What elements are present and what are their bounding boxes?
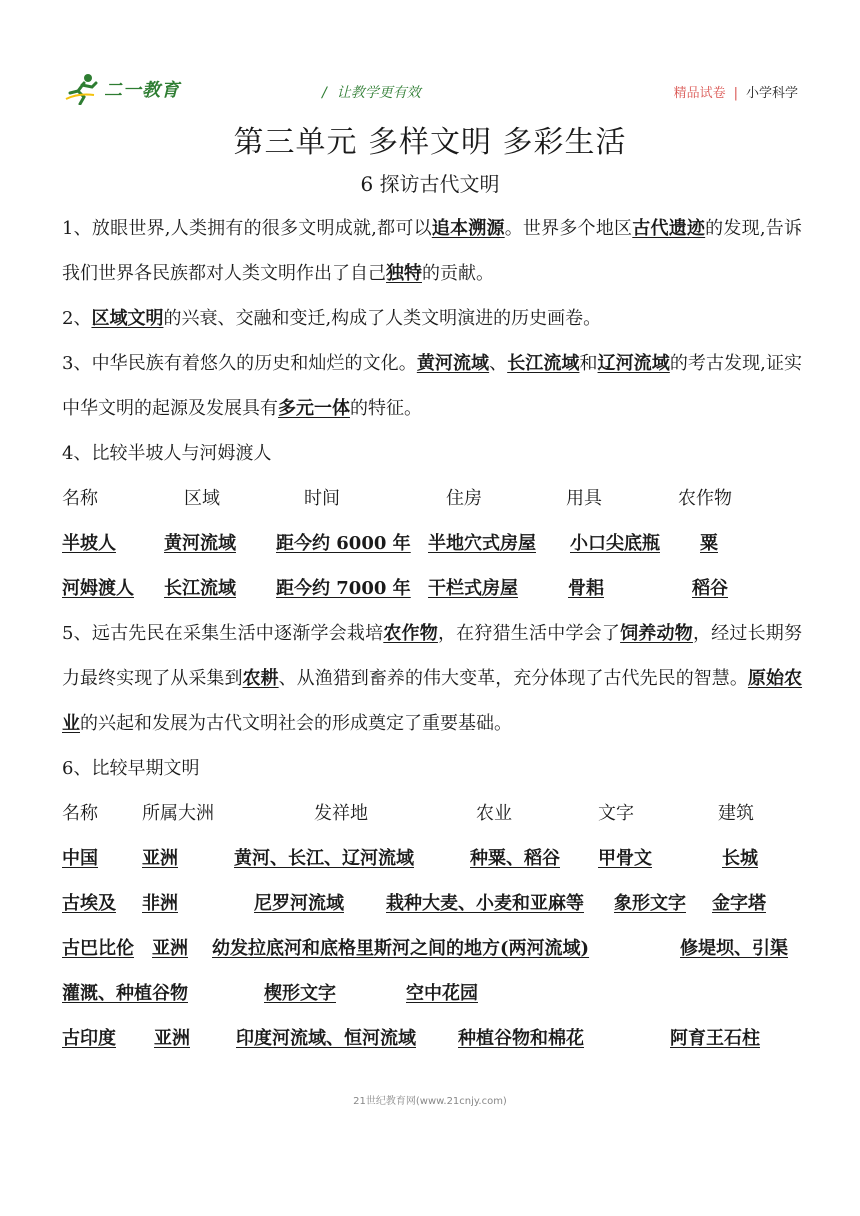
document-body [62, 206, 802, 1061]
text: ，在狩猎生活中学会了 [437, 623, 621, 644]
paragraph-3 [62, 341, 802, 431]
text: 2、 [62, 308, 92, 329]
table-cell: 距今约 7000 年 [276, 578, 411, 599]
table-cell: 干栏式房屋 [428, 578, 518, 599]
table-cell: 粟 [700, 533, 718, 554]
table-row [62, 926, 802, 971]
table-cell: 古埃及 [62, 893, 116, 914]
table-cell: 小口尖底瓶 [570, 533, 660, 554]
key-term: 饲养动物 [620, 623, 693, 644]
text: 、从渔猎到畜养的伟大变革，充分体现了古代先民的智慧。 [278, 668, 748, 689]
text: 、 [489, 353, 508, 374]
text: 的兴起和发展为古代文明社会的形成奠定了重要基础。 [80, 713, 512, 734]
runner-logo-icon [64, 73, 100, 105]
table-cell: 骨耜 [568, 578, 604, 599]
logo-text: 二一教育 [104, 80, 180, 101]
table-cell: 亚洲 [154, 1028, 190, 1049]
table2-header [62, 791, 802, 836]
text: 的发现,告诉我们世界各民族都对人类文明作出了自己 [62, 218, 803, 284]
paragraph-2 [62, 296, 802, 341]
key-term: 长江流域 [507, 353, 580, 374]
table-cell: 灌溉、种植谷物 [62, 983, 188, 1004]
table-cell: 农业 [476, 803, 512, 824]
table-cell: 时间 [304, 488, 340, 509]
table-cell: 空中花园 [406, 983, 478, 1004]
page-footer: 21世纪教育网(www.21cnjy.com) [353, 1096, 507, 1107]
table-cell: 幼发拉底河和底格里斯河之间的地方(两河流域) [212, 938, 590, 959]
table-cell: 修堤坝、引渠 [680, 938, 788, 959]
table-cell: 稻谷 [692, 578, 728, 599]
table-cell: 古印度 [62, 1028, 116, 1049]
table-cell: 阿育王石柱 [670, 1028, 760, 1049]
key-term: 黄河流域 [416, 353, 490, 374]
text: 。世界多个地区 [504, 218, 633, 239]
table-row [62, 566, 802, 611]
table-cell: 尼罗河流域 [254, 893, 344, 914]
lesson-title: 6 探访古代文明 [360, 172, 500, 196]
text: 的特征。 [350, 398, 422, 419]
table-cell: 住房 [446, 488, 482, 509]
table-cell: 河姆渡人 [62, 578, 134, 599]
table-cell: 建筑 [718, 803, 754, 824]
slogan-text: 让教学更有效 [336, 85, 421, 101]
table-cell: 发祥地 [314, 803, 368, 824]
table-cell: 印度河流域、恒河流域 [236, 1028, 416, 1049]
table-cell: 黄河流域 [164, 533, 236, 554]
table-cell: 金字塔 [712, 893, 766, 914]
slogan-slash: / [322, 85, 327, 101]
text: ，经过长期努力最终实现了从采集到 [62, 623, 803, 689]
table-cell: 种粟、稻谷 [470, 848, 560, 869]
table-row [62, 1016, 802, 1061]
key-term: 古代遗迹 [632, 218, 706, 239]
tag-subject: 小学科学 [745, 86, 798, 101]
text: 的贡献。 [422, 263, 494, 284]
table-cell: 黄河、长江、辽河流域 [234, 848, 414, 869]
table-cell: 名称 [62, 488, 98, 509]
table-cell: 文字 [598, 803, 634, 824]
table-cell: 所属大洲 [142, 803, 214, 824]
paragraph-6: 6、比较早期文明 [62, 758, 200, 779]
paragraph-4: 4、比较半坡人与河姆渡人 [62, 443, 272, 464]
key-term: 农作物 [383, 623, 438, 644]
table-row [62, 836, 802, 881]
table-cell: 楔形文字 [264, 983, 336, 1004]
table-cell: 区域 [184, 488, 220, 509]
key-term: 追本溯源 [431, 218, 505, 239]
table-row [62, 971, 802, 1016]
table-cell: 半坡人 [62, 533, 116, 554]
table-cell: 种植谷物和棉花 [458, 1028, 584, 1049]
key-term: 农耕 [242, 668, 279, 689]
table1-header [62, 476, 802, 521]
page-header [0, 66, 860, 116]
page-title: 第三单元 多样文明 多彩生活 [233, 125, 627, 160]
text: 的考古发现,证实中华文明的起源及发展具有 [62, 353, 803, 419]
key-term: 多元一体 [278, 398, 350, 419]
table-cell: 长城 [722, 848, 758, 869]
paragraph-5 [62, 611, 802, 746]
table-cell: 中国 [62, 848, 98, 869]
table-cell: 距今约 6000 年 [276, 533, 411, 554]
slogan [322, 82, 421, 102]
table-cell: 半地穴式房屋 [428, 533, 536, 554]
text: 3、中华民族有着悠久的历史和灿烂的文化。 [62, 353, 417, 374]
table-cell: 名称 [62, 803, 98, 824]
table-cell: 用具 [566, 488, 602, 509]
table-cell: 栽种大麦、小麦和亚麻等 [386, 893, 584, 914]
header-tags [674, 82, 798, 101]
table-cell: 长江流域 [164, 578, 236, 599]
table-cell: 甲骨文 [598, 848, 652, 869]
table-cell: 非洲 [142, 893, 178, 914]
text: 1、放眼世界,人类拥有的很多文明成就,都可以 [62, 218, 432, 239]
table-row [62, 521, 802, 566]
key-term: 原始农业 [62, 668, 803, 734]
text: 5、远古先民在采集生活中逐渐学会栽培 [62, 623, 384, 644]
table-cell: 古巴比伦 [62, 938, 134, 959]
table-row [62, 881, 802, 926]
table-cell: 亚洲 [152, 938, 188, 959]
text: 和 [579, 353, 598, 374]
brand-logo [64, 72, 180, 106]
table-cell: 亚洲 [142, 848, 178, 869]
key-term: 辽河流域 [597, 353, 670, 374]
tag-separator: | [733, 86, 738, 101]
table-cell: 象形文字 [614, 893, 686, 914]
key-term: 区域文明 [91, 308, 164, 329]
paragraph-1 [62, 206, 802, 296]
table-cell: 农作物 [678, 488, 732, 509]
tag-premium: 精品试卷 [673, 86, 726, 101]
text: 的兴衰、交融和变迁,构成了人类文明演进的历史画卷。 [163, 308, 602, 329]
key-term: 独特 [386, 263, 422, 284]
